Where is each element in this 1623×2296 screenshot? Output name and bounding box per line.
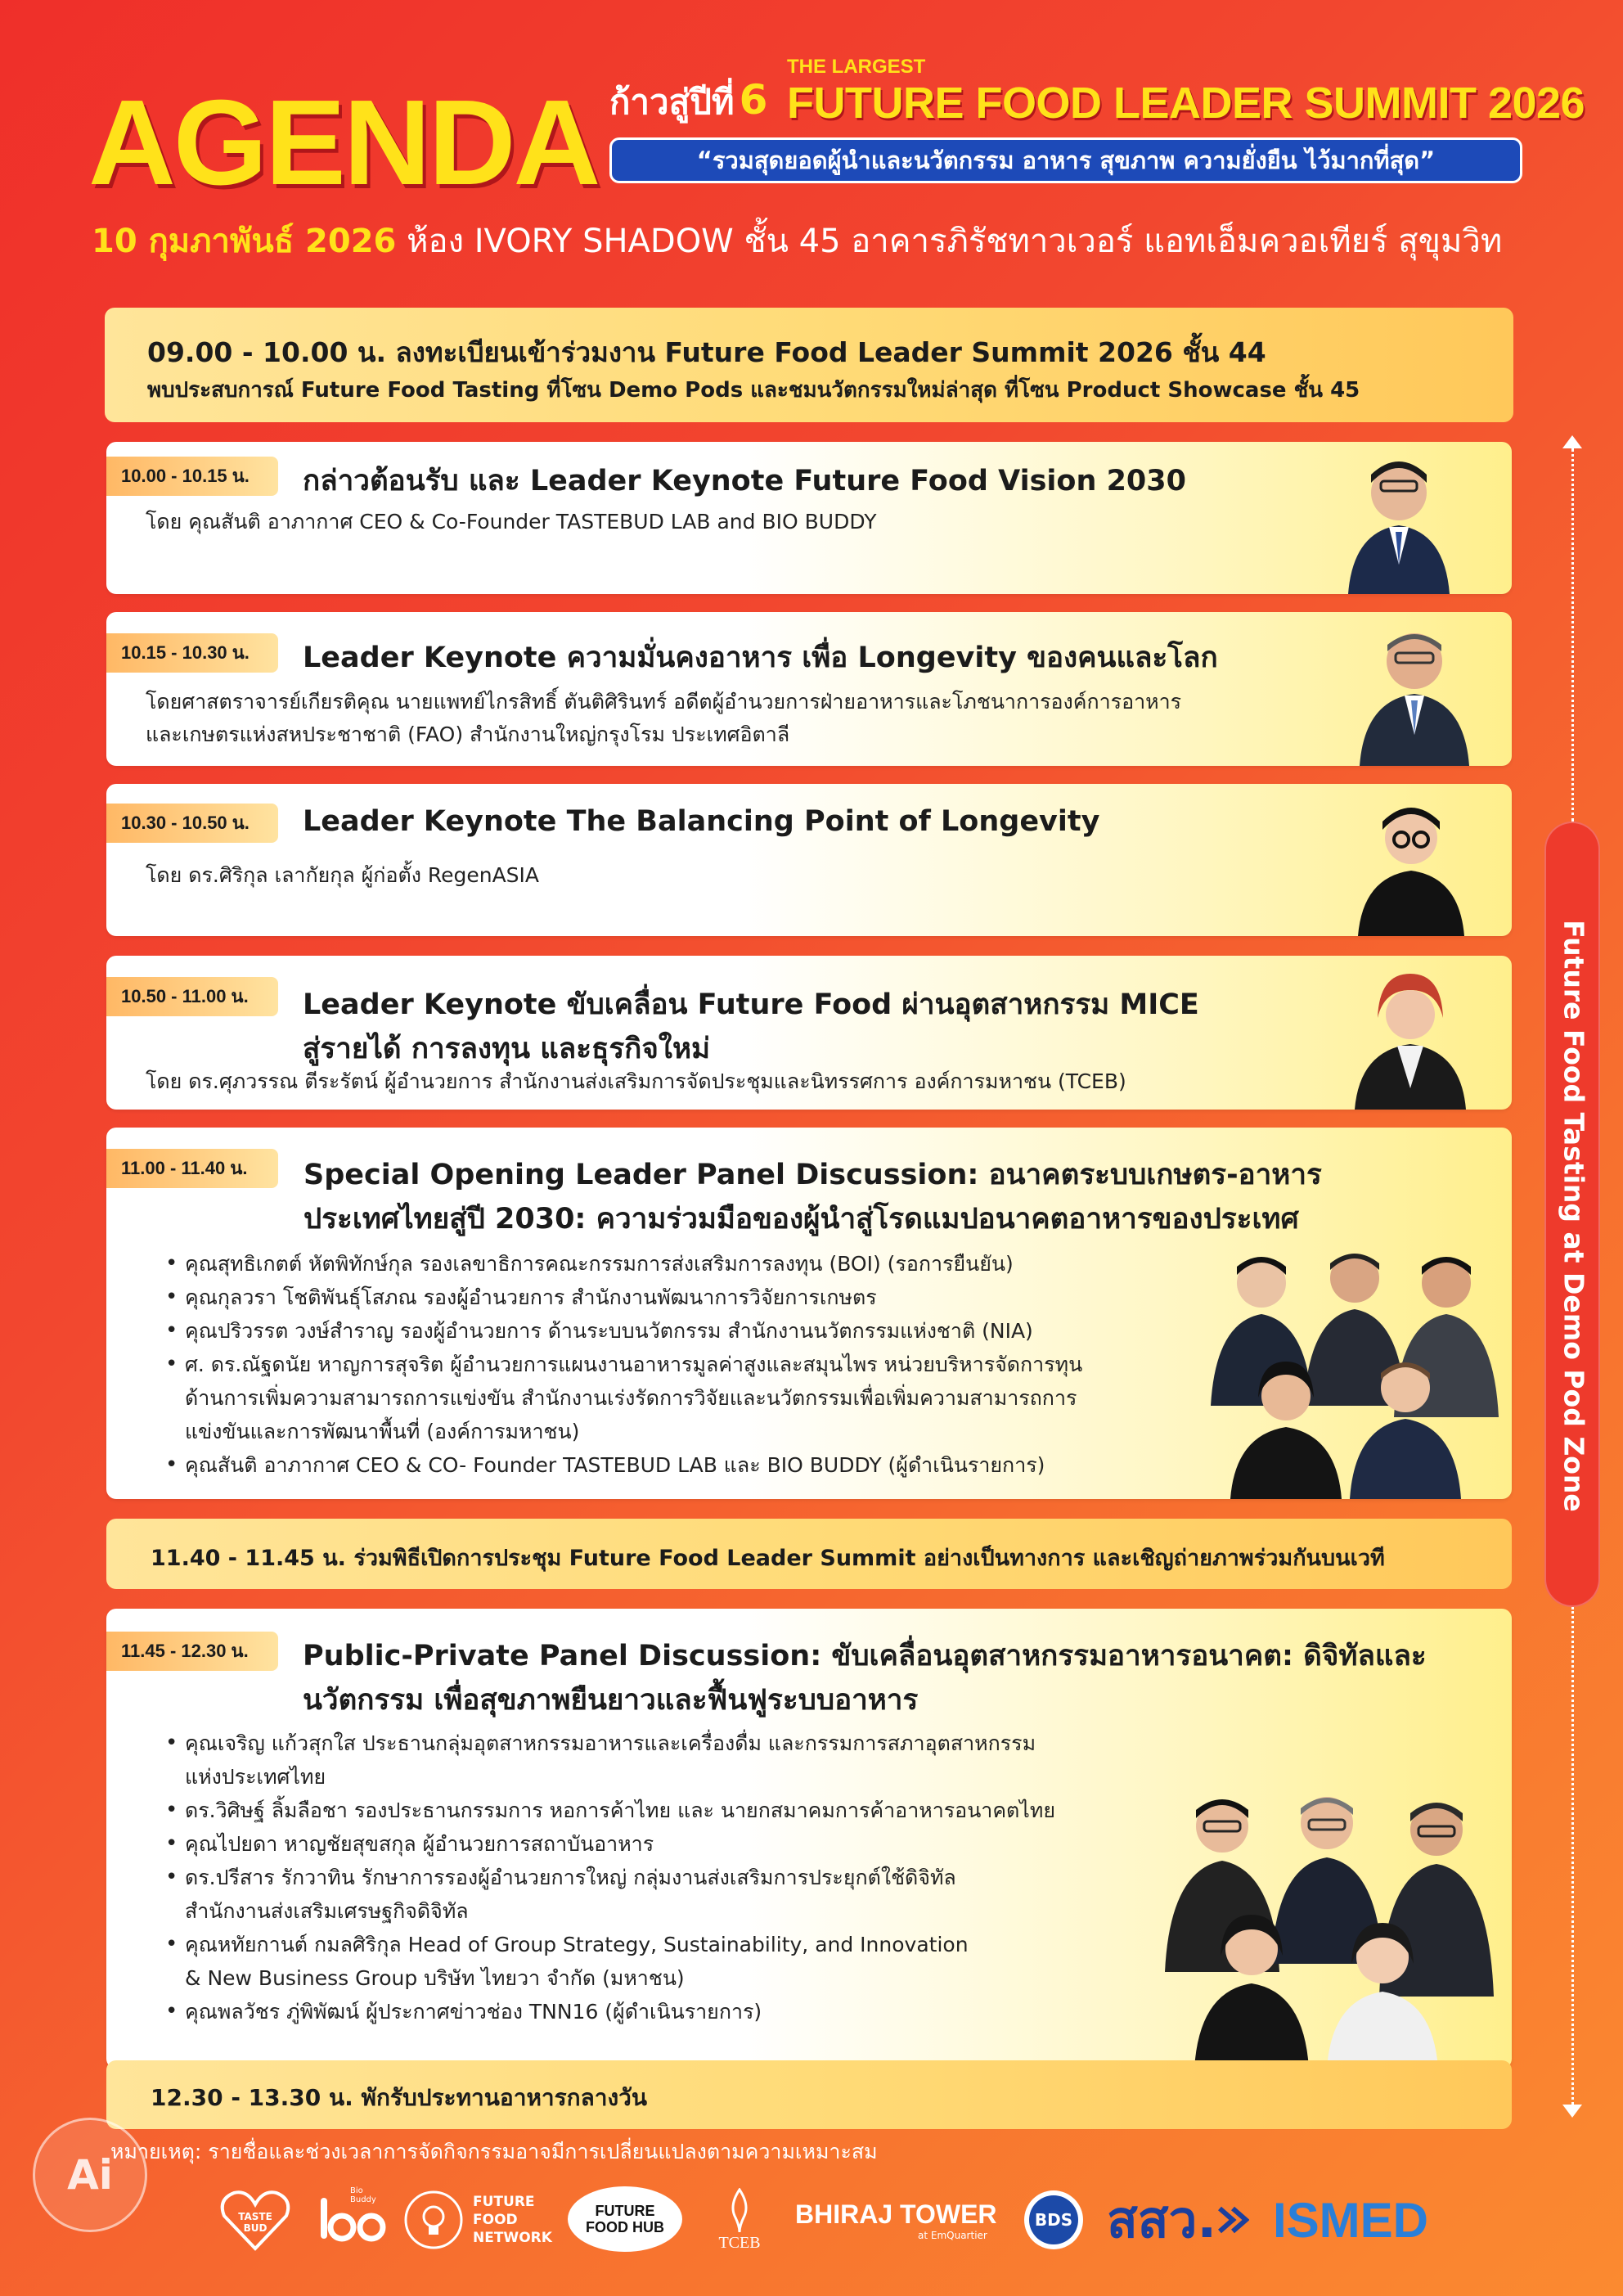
event-date: 10 กุมภาพันธ์ 2026 [92, 223, 397, 260]
session-card [106, 442, 1512, 594]
demo-pod-zone-label [1544, 822, 1600, 1607]
panelist-item-cont: แห่งประเทศไทย [185, 1765, 326, 1789]
biobuddy-text: Bio Buddy [350, 2186, 376, 2204]
session-title: Leader Keynote ความมั่นคงอาหาร เพื่อ Longevity ของคนและโลก [303, 642, 1218, 674]
session-time-badge: 10.30 - 10.50 น. [106, 804, 278, 843]
tceb-logo [699, 2183, 780, 2257]
session-card [106, 612, 1512, 766]
zone-text: Future Food Tasting at Demo Pod Zone [1558, 920, 1590, 1512]
tagline-pill: “รวมสุดยอดผู้นำและนวัตกรรม อาหาร สุขภาพ ความยั่งยืน ไว้มากที่สุด” [609, 137, 1522, 183]
arrow-up-icon [1562, 435, 1582, 448]
panelist-item: • คุณสันติ อาภากาศ CEO & CO- Founder TASTEBUD LAB และ BIO BUDDY (ผู้ดำเนินรายการ) [164, 1448, 1082, 1482]
session-time-badge: 10.50 - 11.00 น. [106, 977, 278, 1016]
speaker-photo [1342, 450, 1456, 594]
tceb-text: TCEB [718, 2233, 761, 2252]
bhiraj-sub: at EmQuartier [918, 2229, 987, 2241]
panelist-item: • ดร.ปรีสาร รักวาทิน รักษาการรองผู้อำนวยการใหญ่ กลุ่มงานส่งเสริมการประยุกต์ใช้ดิจิทัล [164, 1861, 1055, 1894]
panelists-photo [1137, 1784, 1512, 2069]
session-speaker: โดย ดร.ศิริกุล เลากัยกุล ผู้ก่อตั้ง RegenASIA [146, 863, 540, 887]
session-time-badge: 11.00 - 11.40 น. [106, 1149, 278, 1188]
ffh-text-2: FOOD HUB [586, 2219, 664, 2235]
session-speaker: โดยศาสตราจารย์เกียรติคุณ นายแพทย์ไกรสิทธิ์ ตันติศิรินทร์ อดีตผู้อำนวยการฝ่ายอาหารและโภชนาการองค์การอาหาร [146, 690, 1182, 714]
panelist-item: • คุณหทัยกานต์ กมลศิริกุล Head of Group Strategy, Sustainability, and Innovation [164, 1928, 1055, 1961]
largest-label: THE LARGEST [787, 56, 926, 78]
speaker-photo [1350, 794, 1472, 936]
session-title-cont: ประเทศไทยสู่ปี 2030: ความร่วมมือของผู้นำสู่โรดแมปอนาคตอาหารของประเทศ [303, 1203, 1299, 1236]
session-card [106, 784, 1512, 936]
edition-number: 6 [739, 76, 768, 124]
ai-badge-logo: Ai [33, 2118, 147, 2232]
session-title: กล่าวต้อนรับ และ Leader Keynote Future Food Vision 2030 [303, 465, 1186, 497]
bds-text: BDS [1034, 2210, 1073, 2230]
registration-line-1: 09.00 - 10.00 น. ลงทะเบียนเข้าร่วมงาน Future Food Leader Summit 2026 ชั้น 44 [147, 336, 1266, 368]
panel-card [106, 1128, 1512, 1499]
panelist-item: • คุณไปยดา หาญชัยสุขสกุล ผู้อำนวยการสถาบันอาหาร [164, 1827, 1055, 1861]
ismed-logo [1273, 2183, 1428, 2257]
panelist-item: • คุณสุทธิเกตต์ หัตพิทักษ์กุล รองเลขาธิการคณะกรรมการส่งเสริมการลงทุน (BOI) (รอการยืนยัน) [164, 1247, 1082, 1281]
session-time-badge: 10.15 - 10.30 น. [106, 633, 278, 673]
sorsorwor-logo [1096, 2183, 1260, 2257]
zone-dotted-line [1571, 1607, 1574, 2105]
panel-card [106, 1609, 1512, 2069]
opening-ceremony-banner [106, 1519, 1512, 1589]
panelist-item: • คุณปริวรรต วงษ์สำราญ รองผู้อำนวยการ ด้านระบบนวัตกรรม สำนักงานนวัตกรรมแห่งชาติ (NIA) [164, 1314, 1082, 1348]
tastebud-logo [214, 2183, 296, 2257]
event-edition-label [609, 75, 767, 129]
panelist-item: • คุณกุลวรา โชติพันธุ์โสภณ รองผู้อำนวยการ สำนักงานพัฒนาการวิจัยการเกษตร [164, 1281, 1082, 1314]
ffn-text: FUTURE FOOD NETWORK [473, 2194, 552, 2246]
panelist-item-cont: แข่งขันและการพัฒนาพื้นที่ (องค์การมหาชน) [185, 1420, 580, 1443]
tastebud-text: TASTE BUD [238, 2211, 272, 2234]
biobuddy-logo [314, 2183, 393, 2257]
lunch-banner [106, 2060, 1512, 2129]
panelists-photo [1194, 1242, 1512, 1499]
bds-logo [1019, 2183, 1088, 2257]
session-speaker-cont: และเกษตรแห่งสหประชาชาติ (FAO) สำนักงานใหญ่กรุงโรม ประเทศอิตาลี [146, 723, 790, 746]
panelist-item: • ดร.วิศิษฐ์ ลิ้มลือชา รองประธานกรรมการ หอการค้าไทย และ นายกสมาคมการค้าอาหารอนาคตไทย [164, 1794, 1055, 1827]
speaker-photo [1347, 966, 1474, 1110]
session-time-badge: 10.00 - 10.15 น. [106, 457, 278, 496]
panelist-list [164, 1247, 1082, 1482]
edition-prefix: ก้าวสู่ปีที่ [609, 82, 735, 122]
panelist-item-cont: สำนักงานส่งเสริมเศรษฐกิจดิจิทัล [185, 1899, 469, 1923]
opening-ceremony-text: 11.40 - 11.45 น. ร่วมพิธีเปิดการประชุม Future Food Leader Summit อย่างเป็นทางการ และเชิญถ่ายภาพร่วมกันบนเวที [151, 1546, 1385, 1571]
panelist-list [164, 1727, 1055, 2028]
lunch-text: 12.30 - 13.30 น. พักรับประทานอาหารกลางวัน [151, 2084, 648, 2111]
arrow-down-icon [1562, 2105, 1582, 2118]
session-title-cont: สู่รายได้ การลงทุน และธุรกิจใหม่ [303, 1033, 711, 1065]
sorsorwor-text: สสว. [1106, 2190, 1217, 2249]
panelist-item: • ศ. ดร.ณัฐดนัย หาญการสุจริต ผู้อำนวยการแผนงานอาหารมูลค่าสูงและสมุนไพร หน่วยบริหารจัดการทุน [164, 1348, 1082, 1381]
panelist-item: • คุณเจริญ แก้วสุกใส ประธานกลุ่มอุตสาหกรรมอาหารและเครื่องดื่ม และกรรมการสภาอุตสาหกรรม [164, 1727, 1055, 1760]
zone-dotted-line [1571, 448, 1574, 822]
session-title: Leader Keynote The Balancing Point of Longevity [303, 805, 1100, 838]
speaker-photo [1353, 620, 1476, 766]
future-food-hub-logo [568, 2186, 682, 2252]
session-time-badge: 11.45 - 12.30 น. [106, 1632, 278, 1671]
date-venue-line [92, 214, 1502, 267]
agenda-title: AGENDA [88, 75, 599, 210]
ismed-text: ISMED [1272, 2192, 1429, 2248]
footnote: หมายเหตุ: รายชื่อและช่วงเวลาการจัดกิจกรรมอาจมีการเปลี่ยนแปลงตามความเหมาะสม [110, 2140, 878, 2163]
session-title: Leader Keynote ขับเคลื่อน Future Food ผ่านอุตสาหกรรม MICE [303, 988, 1199, 1021]
session-speaker: โดย คุณสันติ อาภากาศ CEO & Co-Founder TASTEBUD LAB and BIO BUDDY [146, 510, 877, 533]
registration-banner [105, 308, 1513, 422]
panelist-item-cont: & New Business Group บริษัท ไทยวา จำกัด (มหาชน) [185, 1966, 685, 1990]
bhiraj-text: BHIRAJ TOWER [795, 2199, 997, 2229]
registration-line-2: พบประสบการณ์ Future Food Tasting ที่โซน Demo Pods และชมนวัตกรรมใหม่ล่าสุด ที่โซน Product Showcase ชั้น 45 [147, 378, 1360, 403]
bhiraj-tower-logo [795, 2183, 1000, 2257]
future-food-network-logo [402, 2183, 558, 2257]
panelist-item: • คุณพลวัชร ภู่พิพัฒน์ ผู้ประกาศข่าวช่อง TNN16 (ผู้ดำเนินรายการ) [164, 1995, 1055, 2028]
session-title: Public-Private Panel Discussion: ขับเคลื่อนอุตสาหกรรมอาหารอนาคต: ดิจิทัลและ [303, 1640, 1427, 1672]
ffh-text-1: FUTURE [595, 2203, 655, 2219]
session-title: Special Opening Leader Panel Discussion: อนาคตระบบเกษตร-อาหาร [303, 1159, 1322, 1191]
session-card [106, 956, 1512, 1110]
event-venue: ห้อง IVORY SHADOW ชั้น 45 อาคารภิรัชทาวเวอร์ แอทเอ็มควอเทียร์ สุขุมวิท [396, 223, 1503, 260]
summit-title: FUTURE FOOD LEADER SUMMIT 2026 [787, 79, 1585, 128]
session-title-cont: นวัตกรรม เพื่อสุขภาพยืนยาวและฟื้นฟูระบบอาหาร [303, 1684, 919, 1717]
session-speaker: โดย ดร.ศุภวรรณ ตีระรัตน์ ผู้อำนวยการ สำนักงานส่งเสริมการจัดประชุมและนิทรรศการ องค์การมหาชน (TCEB) [146, 1069, 1126, 1093]
panelist-item-cont: ด้านการเพิ่มความสามารถการแข่งขัน สำนักงานเร่งรัดการวิจัยและนวัตกรรมเพื่อเพิ่มความสามารถการ [185, 1386, 1077, 1410]
